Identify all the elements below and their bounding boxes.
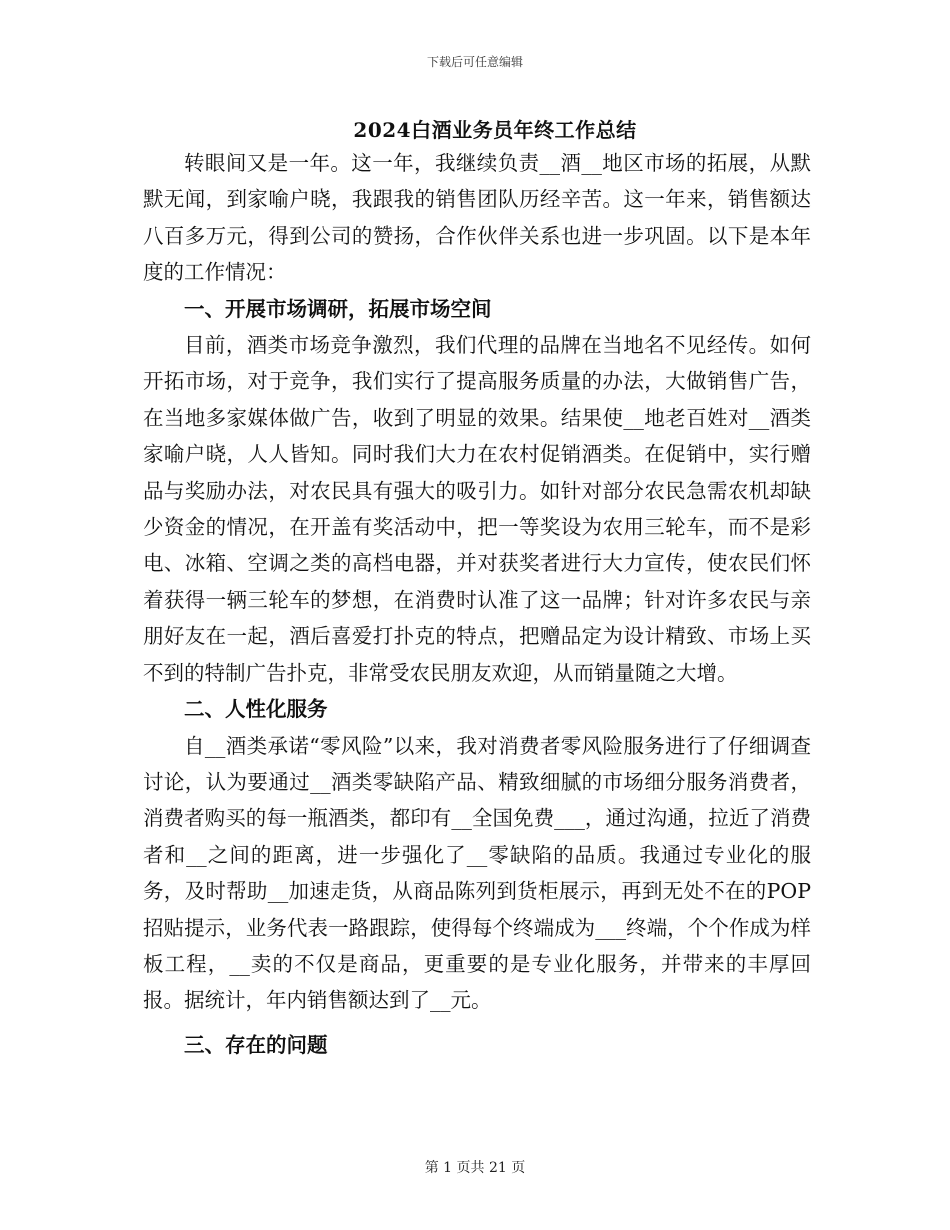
document-body [143,145,811,1065]
header-note: 下载后可任意编辑 [426,55,523,69]
section-paragraph-2: 自__酒类承诺“零风险”以来，我对消费者零风险服务进行了仔细调查讨论，认为要通过__酒类零缺陷产品、精致细腻的市场细分服务消费者，消费者购买的每一瓶酒类，都印有__全国免费___，通过沟通，拉近了消费者和__之间的距离，进一步强化了__零缺陷的品质。我通过专业化的服务，及时帮助__加速走货，从商品陈列到货柜展示，再到无处不在的POP招贴提示，业务代表一路跟踪，使得每个终端成为___终端，个个作成为样板工程，__卖的不仅是商品，更重要的是专业化服务，并带来的丰厚回报。据统计，年内销售额达到了__元。 [143,733,811,1013]
document-title: 2024白酒业务员年终工作总结 [353,118,637,142]
section-heading-3: 三、存在的问题 [184,1032,328,1057]
page-number: 第 1 页共 21 页 [424,1160,526,1176]
section-paragraph-1: 目前，酒类市场竞争激烈，我们代理的品牌在当地名不见经传。如何开拓市场，对于竞争，我们实行了提高服务质量的办法，大做销售广告，在当地多家媒体做广告，收到了明显的效果。结果使__地老百姓对__酒类家喻户晓，人人皆知。同时我们大力在农村促销酒类。在促销中，实行赠品与奖励办法，对农民具有强大的吸引力。如针对部分农民急需农机却缺少资金的情况，在开盖有奖活动中，把一等奖设为农用三轮车，而不是彩电、冰箱、空调之类的高档电器，并对获奖者进行大力宣传，使农民们怀着获得一辆三轮车的梦想，在消费时认准了这一品牌；针对许多农民与亲朋好友在一起，酒后喜爱打扑克的特点，把赠品定为设计精致、市场上买不到的特制广告扑克，非常受农民朋友欢迎，从而销量随之大增。 [143,333,811,685]
intro-paragraph: 转眼间又是一年。这一年，我继续负责__酒__地区市场的拓展，从默默无闻，到家喻户晓，我跟我的销售团队历经辛苦。这一年来，销售额达八百多万元，得到公司的赞扬，合作伙伴关系也进一步巩固。以下是本年度的工作情况： [143,151,811,285]
section-heading-1: 一、开展市场调研，拓展市场空间 [184,296,492,321]
section-heading-2: 二、人性化服务 [184,697,328,722]
